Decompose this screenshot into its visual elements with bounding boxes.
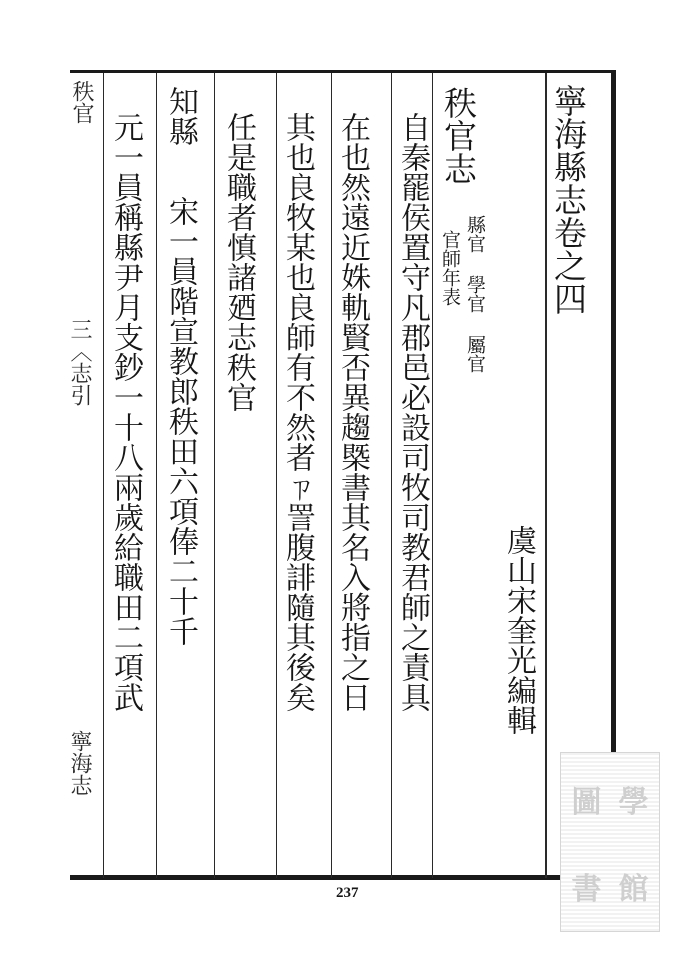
column-rule (103, 73, 104, 878)
column-rule (276, 73, 277, 878)
compiler-credit: 虞山宋奎光編輯 (501, 525, 536, 735)
body-text-column: 在也然遠近姝軌賢否異趨槩書其名入將指之日 (335, 112, 370, 712)
body-text-column: 自秦罷侯置守凡郡邑必設司牧司教君師之責具 (395, 112, 430, 712)
seal-character: 書 (571, 871, 602, 907)
subsection-table-title: 官師年表 (439, 230, 461, 306)
body-text-column: 任是職者慎諸廼志秩官 (221, 112, 256, 412)
subsection-list: 縣官 學官 屬官 (464, 215, 486, 373)
column-rule (545, 73, 547, 878)
column-rule (156, 73, 157, 878)
seal-character: 館 (618, 871, 649, 907)
seal-character: 圖 (571, 784, 602, 820)
column-rule (432, 73, 433, 878)
section-heading: 秩官志 (439, 86, 478, 185)
column-rule (331, 73, 332, 878)
volume-title: 寧海縣志卷之四 (549, 84, 588, 315)
column-rule (214, 73, 215, 878)
office-heading: 知縣 (163, 86, 198, 146)
office-entry: 元一員稱縣尹月支鈔一十八兩歲給職田二項武 (108, 112, 143, 712)
page-number: 237 (336, 885, 359, 901)
office-entry: 宋一員階宣教郎秩田六項俸二十千 (163, 196, 198, 646)
library-seal (560, 752, 660, 932)
adjacent-page-header: 秩官 (69, 80, 94, 124)
seal-character: 學 (618, 784, 649, 820)
adjacent-page-footer: 寧海志 (67, 730, 92, 796)
body-text-column: 其也良牧某也良師有不然者ㄗ詈腹誹隨其後矣 (280, 112, 315, 712)
adjacent-page-margin: 三〈志引 (67, 318, 92, 406)
column-rule (391, 73, 392, 878)
